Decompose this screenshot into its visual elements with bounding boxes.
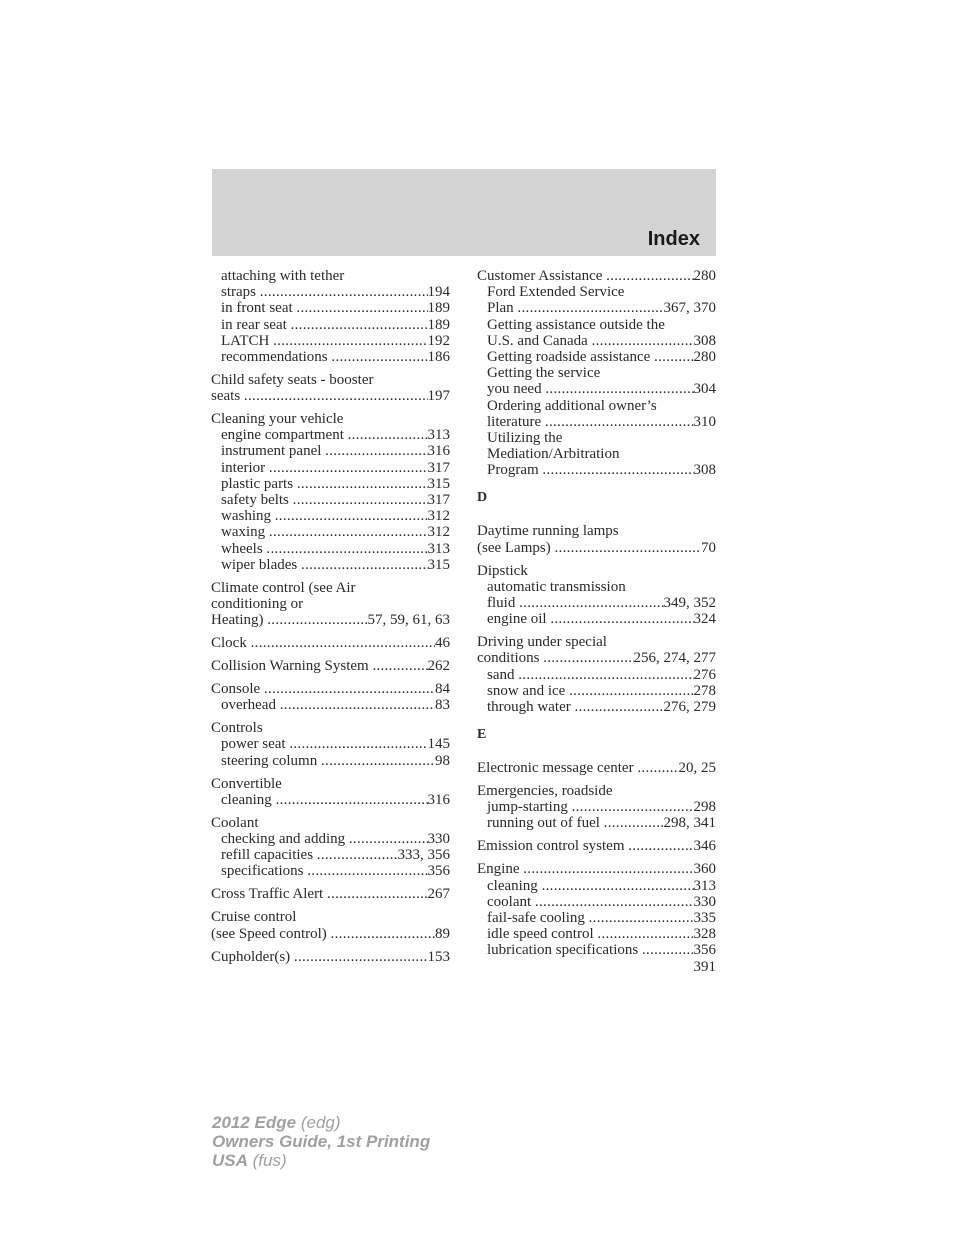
- index-entry-line: [477, 861, 716, 877]
- dot-leader: [348, 427, 428, 443]
- index-term: Collision Warning System: [211, 658, 369, 675]
- index-entry: [211, 909, 450, 941]
- index-subentry-line: [211, 492, 450, 508]
- index-term: cleaning: [221, 791, 272, 808]
- index-page-ref: 197: [427, 388, 450, 405]
- index-term: Getting the service: [487, 365, 601, 382]
- index-subentry-line: [211, 284, 450, 300]
- index-entry-line: [211, 612, 450, 628]
- dot-leader: [267, 612, 367, 628]
- index-term: Utilizing the: [487, 429, 563, 446]
- index-term: Dipstick: [477, 562, 528, 579]
- index-letter-heading: E: [477, 727, 487, 743]
- dot-leader: [331, 926, 435, 942]
- index-page-ref: 70: [701, 539, 716, 556]
- index-term: Driving under special: [477, 634, 607, 651]
- index-term: Emergencies, roadside: [477, 783, 613, 800]
- index-page-ref: 262: [427, 658, 450, 675]
- index-term: you need: [487, 381, 542, 398]
- index-page-ref: 194: [427, 284, 450, 301]
- index-subentry-line: [477, 430, 716, 446]
- index-subentry-line: [211, 333, 450, 349]
- index-subentry-line: [477, 942, 716, 958]
- index-entry-line: [211, 815, 450, 831]
- index-entry-line: [477, 650, 716, 666]
- index-subentry-line: [211, 300, 450, 316]
- index-page-ref: 356: [427, 863, 450, 880]
- dot-leader: [542, 878, 694, 894]
- footer-edition: Owners Guide, 1st Printing: [212, 1132, 431, 1151]
- index-page-ref: 367, 370: [663, 300, 716, 317]
- index-entry-line: [477, 783, 716, 799]
- index-subentry-line: [211, 847, 450, 863]
- index-term: waxing: [221, 524, 266, 541]
- dot-leader: [280, 697, 435, 713]
- dot-leader: [349, 831, 428, 847]
- dot-leader: [269, 524, 428, 540]
- dot-leader: [269, 460, 428, 476]
- index-subentry-line: [477, 398, 716, 414]
- dot-leader: [325, 443, 427, 459]
- index-term: Clock: [211, 635, 247, 652]
- index-page-ref: 153: [427, 948, 450, 965]
- dot-leader: [276, 792, 428, 808]
- index-page-ref: 20, 25: [678, 760, 716, 777]
- dot-leader: [523, 861, 693, 877]
- dot-leader: [550, 611, 693, 627]
- index-page-ref: 315: [427, 556, 450, 573]
- index-entry-line: [211, 411, 450, 427]
- index-page-ref: 330: [427, 830, 450, 847]
- index-page-ref: 310: [693, 413, 716, 430]
- index-subentry-line: [477, 611, 716, 627]
- dot-leader: [518, 667, 693, 683]
- index-page-ref: 349, 352: [663, 594, 716, 611]
- index-column-left: [211, 268, 450, 971]
- index-page-ref: 317: [427, 492, 450, 509]
- dot-leader: [628, 838, 693, 854]
- index-page-ref: 267: [427, 886, 450, 903]
- footer-line-model: [212, 1113, 430, 1132]
- index-term: straps: [221, 284, 256, 301]
- footer-market: USA: [212, 1151, 248, 1170]
- index-term: Daytime running lamps: [477, 523, 619, 540]
- index-term: Climate control (see Air: [211, 579, 356, 596]
- index-page-ref: 298: [693, 799, 716, 816]
- index-entry-line: [477, 540, 716, 556]
- index-page-ref: 280: [693, 348, 716, 365]
- index-term: Convertible: [211, 775, 282, 792]
- dot-leader: [637, 760, 678, 776]
- footer-line-market: [212, 1151, 430, 1170]
- index-page-ref: 189: [427, 300, 450, 317]
- index-page-ref: 256, 274, 277: [633, 650, 716, 667]
- index-entry: [477, 760, 716, 776]
- index-page-ref: 98: [435, 752, 450, 769]
- index-subentry-line: [477, 815, 716, 831]
- dot-leader: [317, 847, 398, 863]
- index-term: literature: [487, 413, 542, 430]
- dot-leader: [545, 381, 693, 397]
- index-term: attaching with tether: [221, 268, 345, 284]
- index-subentry-line: [477, 667, 716, 683]
- index-letter-heading: D: [477, 490, 488, 506]
- dot-leader: [251, 635, 435, 651]
- dot-leader: [592, 333, 694, 349]
- index-term: fluid: [487, 594, 516, 611]
- index-term: automatic transmission: [487, 578, 626, 595]
- index-subentry-line: [211, 831, 450, 847]
- index-subentry-line: [211, 460, 450, 476]
- dot-leader: [297, 476, 428, 492]
- index-entry-line: [477, 634, 716, 650]
- dot-leader: [327, 886, 428, 902]
- index-term: Electronic message center: [477, 760, 634, 777]
- index-subentry-line: [477, 683, 716, 699]
- index-page-ref: 356: [693, 942, 716, 959]
- dot-leader: [569, 683, 693, 699]
- index-subentry-line: [477, 365, 716, 381]
- dot-leader: [331, 349, 427, 365]
- index-entry: [477, 838, 716, 854]
- dot-leader: [275, 508, 428, 524]
- index-term: Getting assistance outside the: [487, 316, 665, 333]
- index-term: Coolant: [211, 814, 259, 831]
- footer-market-code: (fus): [252, 1151, 287, 1170]
- index-term: engine compartment: [221, 427, 344, 444]
- index-subentry-line: [477, 699, 716, 715]
- index-term: Emission control system: [477, 838, 625, 855]
- dot-leader: [266, 541, 427, 557]
- index-term: fail-safe cooling: [487, 909, 585, 926]
- index-term: coolant: [487, 893, 532, 910]
- index-term: washing: [221, 508, 271, 525]
- index-term: Mediation/Arbitration: [487, 446, 620, 463]
- index-entry: [211, 658, 450, 674]
- index-term: idle speed control: [487, 926, 594, 943]
- index-subentry-line: [477, 446, 716, 462]
- index-entry-line: [211, 720, 450, 736]
- dot-leader: [291, 317, 428, 333]
- index-subentry-line: [211, 524, 450, 540]
- index-page-ref: 335: [693, 909, 716, 926]
- index-page-ref: 324: [693, 611, 716, 628]
- dot-leader: [604, 815, 664, 831]
- index-subentry-line: [477, 462, 716, 478]
- index-subentry-line: [211, 317, 450, 333]
- index-subentry-line: [211, 476, 450, 492]
- index-subentry-line: [477, 349, 716, 365]
- index-page-ref: 278: [693, 682, 716, 699]
- dot-leader: [519, 595, 663, 611]
- index-page-ref: 276, 279: [663, 698, 716, 715]
- dot-leader: [517, 300, 663, 316]
- index-entry: [211, 720, 450, 769]
- index-page-ref: 333, 356: [397, 847, 450, 864]
- index-page-ref: 360: [693, 861, 716, 878]
- index-entry: [211, 580, 450, 629]
- index-term: Engine: [477, 861, 520, 878]
- index-subentry-line: [477, 926, 716, 942]
- footer-model: 2012 Edge: [212, 1113, 297, 1132]
- index-entry: [211, 411, 450, 573]
- page-number: 391: [693, 959, 716, 975]
- index-page-ref: 312: [427, 524, 450, 541]
- index-term: Console: [211, 681, 261, 698]
- index-term: Customer Assistance: [477, 268, 603, 284]
- index-page-ref: 186: [427, 348, 450, 365]
- index-term: Ford Extended Service: [487, 284, 625, 301]
- index-term: cleaning: [487, 877, 538, 894]
- index-term: Cross Traffic Alert: [211, 886, 324, 903]
- index-term: safety belts: [221, 492, 289, 509]
- index-entry: [477, 861, 716, 958]
- index-term: snow and ice: [487, 682, 566, 699]
- index-page-ref: 308: [693, 332, 716, 349]
- index-term: in rear seat: [221, 316, 287, 333]
- dot-leader: [321, 753, 435, 769]
- index-term: overhead: [221, 697, 276, 714]
- index-term: engine oil: [487, 611, 547, 628]
- index-entry-line: [211, 926, 450, 942]
- index-term: conditions: [477, 650, 540, 667]
- index-subentry-line: [211, 443, 450, 459]
- index-term: plastic parts: [221, 475, 294, 492]
- index-subentry-line: [211, 792, 450, 808]
- index-subentry-line: [477, 910, 716, 926]
- index-term: (see Speed control): [211, 925, 327, 942]
- index-entry-line: [477, 760, 716, 776]
- index-entry: [477, 523, 716, 555]
- index-term: Child safety seats - booster: [211, 371, 374, 388]
- dot-leader: [294, 949, 428, 965]
- index-term: wiper blades: [221, 556, 298, 573]
- footer-line-edition: [212, 1132, 430, 1151]
- index-entry: [477, 783, 716, 832]
- index-entry-line: [477, 523, 716, 539]
- index-entry-line: [477, 838, 716, 854]
- index-page-ref: 313: [693, 877, 716, 894]
- dot-leader: [543, 650, 633, 666]
- index-entry-line: [211, 681, 450, 697]
- index-entry-line: [211, 372, 450, 388]
- dot-leader: [301, 557, 428, 573]
- index-entry: [477, 563, 716, 628]
- index-term: power seat: [221, 736, 286, 753]
- index-subentry-line: [477, 333, 716, 349]
- index-subentry-line: [477, 878, 716, 894]
- footer-model-code: (edg): [300, 1113, 341, 1132]
- index-entry: [477, 634, 716, 715]
- index-page-ref: 313: [427, 540, 450, 557]
- index-term: Cupholder(s): [211, 948, 291, 965]
- index-subentry-line: [211, 508, 450, 524]
- index-page-ref: 298, 341: [663, 815, 716, 832]
- dot-leader: [654, 349, 693, 365]
- index-term: LATCH: [221, 332, 270, 349]
- dot-leader: [296, 300, 427, 316]
- index-subentry-line: [477, 300, 716, 316]
- index-term: sand: [487, 666, 515, 683]
- index-entry-line: [211, 776, 450, 792]
- footer: [212, 1113, 430, 1170]
- index-term: U.S. and Canada: [487, 332, 588, 349]
- index-subentry-line: [477, 317, 716, 333]
- index-term: Controls: [211, 720, 263, 737]
- index-term: running out of fuel: [487, 815, 600, 832]
- index-subentry-line: [477, 381, 716, 397]
- index-entry-line: [211, 949, 450, 965]
- index-term: in front seat: [221, 300, 293, 317]
- index-page-ref: 145: [427, 736, 450, 753]
- dot-leader: [606, 268, 693, 284]
- index-page-ref: 328: [693, 926, 716, 943]
- index-entry: [211, 776, 450, 808]
- index-subentry-line: [211, 557, 450, 573]
- index-term: wheels: [221, 540, 263, 557]
- dot-leader: [289, 736, 427, 752]
- index-subentry-line: [477, 414, 716, 430]
- index-term: checking and adding: [221, 830, 346, 847]
- index-page-ref: 346: [693, 838, 716, 855]
- dot-leader: [574, 699, 663, 715]
- index-page-ref: 46: [435, 635, 450, 652]
- dot-leader: [572, 799, 694, 815]
- index-term: interior: [221, 459, 266, 476]
- index-entry: [211, 635, 450, 651]
- index-subentry-line: [477, 284, 716, 300]
- index-entry-line: [477, 268, 716, 284]
- index-term: steering column: [221, 752, 318, 769]
- index-term: (see Lamps): [477, 539, 551, 556]
- index-subentry-line: [211, 349, 450, 365]
- index-subentry-line: [211, 736, 450, 752]
- dot-leader: [372, 658, 427, 674]
- index-entry-line: [211, 388, 450, 404]
- index-term: Heating): [211, 612, 264, 629]
- index-entry: [211, 268, 450, 365]
- dot-leader: [642, 942, 694, 958]
- index-entry-line: [211, 580, 450, 596]
- index-header-band: [212, 169, 716, 256]
- index-subentry-line: [477, 894, 716, 910]
- index-term: lubrication specifications: [487, 942, 639, 959]
- index-page-ref: 313: [427, 427, 450, 444]
- dot-leader: [545, 414, 694, 430]
- index-term: Cruise control: [211, 909, 297, 926]
- index-page-ref: 192: [427, 332, 450, 349]
- index-entry-line: [477, 563, 716, 579]
- index-page-ref: 308: [693, 462, 716, 479]
- index-term: Ordering additional owner’s: [487, 397, 657, 414]
- index-term: Getting roadside assistance: [487, 348, 651, 365]
- index-page-ref: 317: [427, 459, 450, 476]
- index-term: Cleaning your vehicle: [211, 411, 344, 428]
- index-term: instrument panel: [221, 443, 322, 460]
- dot-leader: [307, 863, 427, 879]
- index-page-ref: 330: [693, 893, 716, 910]
- index-term: conditioning or: [211, 595, 304, 612]
- index-page-ref: 316: [427, 443, 450, 460]
- index-entry: [211, 886, 450, 902]
- index-term: Program: [487, 462, 539, 479]
- index-page-ref: 280: [693, 268, 716, 284]
- index-page-ref: 276: [693, 666, 716, 683]
- index-entry: [211, 372, 450, 404]
- index-page-ref: 304: [693, 381, 716, 398]
- index-page-ref: 315: [427, 475, 450, 492]
- index-entry-line: [211, 886, 450, 902]
- index-subentry-line: [211, 268, 450, 284]
- index-page-ref: 312: [427, 508, 450, 525]
- index-subentry-line: [211, 697, 450, 713]
- index-entry-line: [211, 596, 450, 612]
- dot-leader: [293, 492, 428, 508]
- index-term: recommendations: [221, 348, 328, 365]
- index-term: seats: [211, 388, 241, 405]
- dot-leader: [273, 333, 427, 349]
- index-page-ref: 84: [435, 681, 450, 698]
- index-page-ref: 83: [435, 697, 450, 714]
- index-term: jump-starting: [487, 799, 568, 816]
- dot-leader: [589, 910, 694, 926]
- dot-leader: [264, 681, 435, 697]
- index-term: through water: [487, 698, 571, 715]
- index-subentry-line: [477, 799, 716, 815]
- dot-leader: [597, 926, 693, 942]
- index-subentry-line: [477, 579, 716, 595]
- index-page-ref: 189: [427, 316, 450, 333]
- index-subentry-line: [211, 753, 450, 769]
- index-subentry-line: [477, 595, 716, 611]
- index-column-right: [477, 268, 716, 965]
- index-entry: [211, 815, 450, 880]
- dot-leader: [244, 388, 428, 404]
- index-entry: [211, 949, 450, 965]
- index-entry-line: [211, 635, 450, 651]
- dot-leader: [535, 894, 694, 910]
- index-term: Plan: [487, 300, 514, 317]
- index-entry-line: [211, 909, 450, 925]
- index-entry-line: [211, 658, 450, 674]
- dot-leader: [542, 462, 693, 478]
- index-page-ref: 89: [435, 925, 450, 942]
- index-page-ref: 316: [427, 791, 450, 808]
- index-entry: [211, 681, 450, 713]
- index-term: refill capacities: [221, 847, 314, 864]
- index-subentry-line: [211, 541, 450, 557]
- index-term: specifications: [221, 863, 304, 880]
- index-subentry-line: [211, 427, 450, 443]
- index-subentry-line: [211, 863, 450, 879]
- index-page-ref: 57, 59, 61, 63: [367, 612, 450, 629]
- index-entry: [477, 268, 716, 478]
- index-title: Index: [647, 228, 700, 250]
- dot-leader: [260, 284, 428, 300]
- dot-leader: [554, 540, 701, 556]
